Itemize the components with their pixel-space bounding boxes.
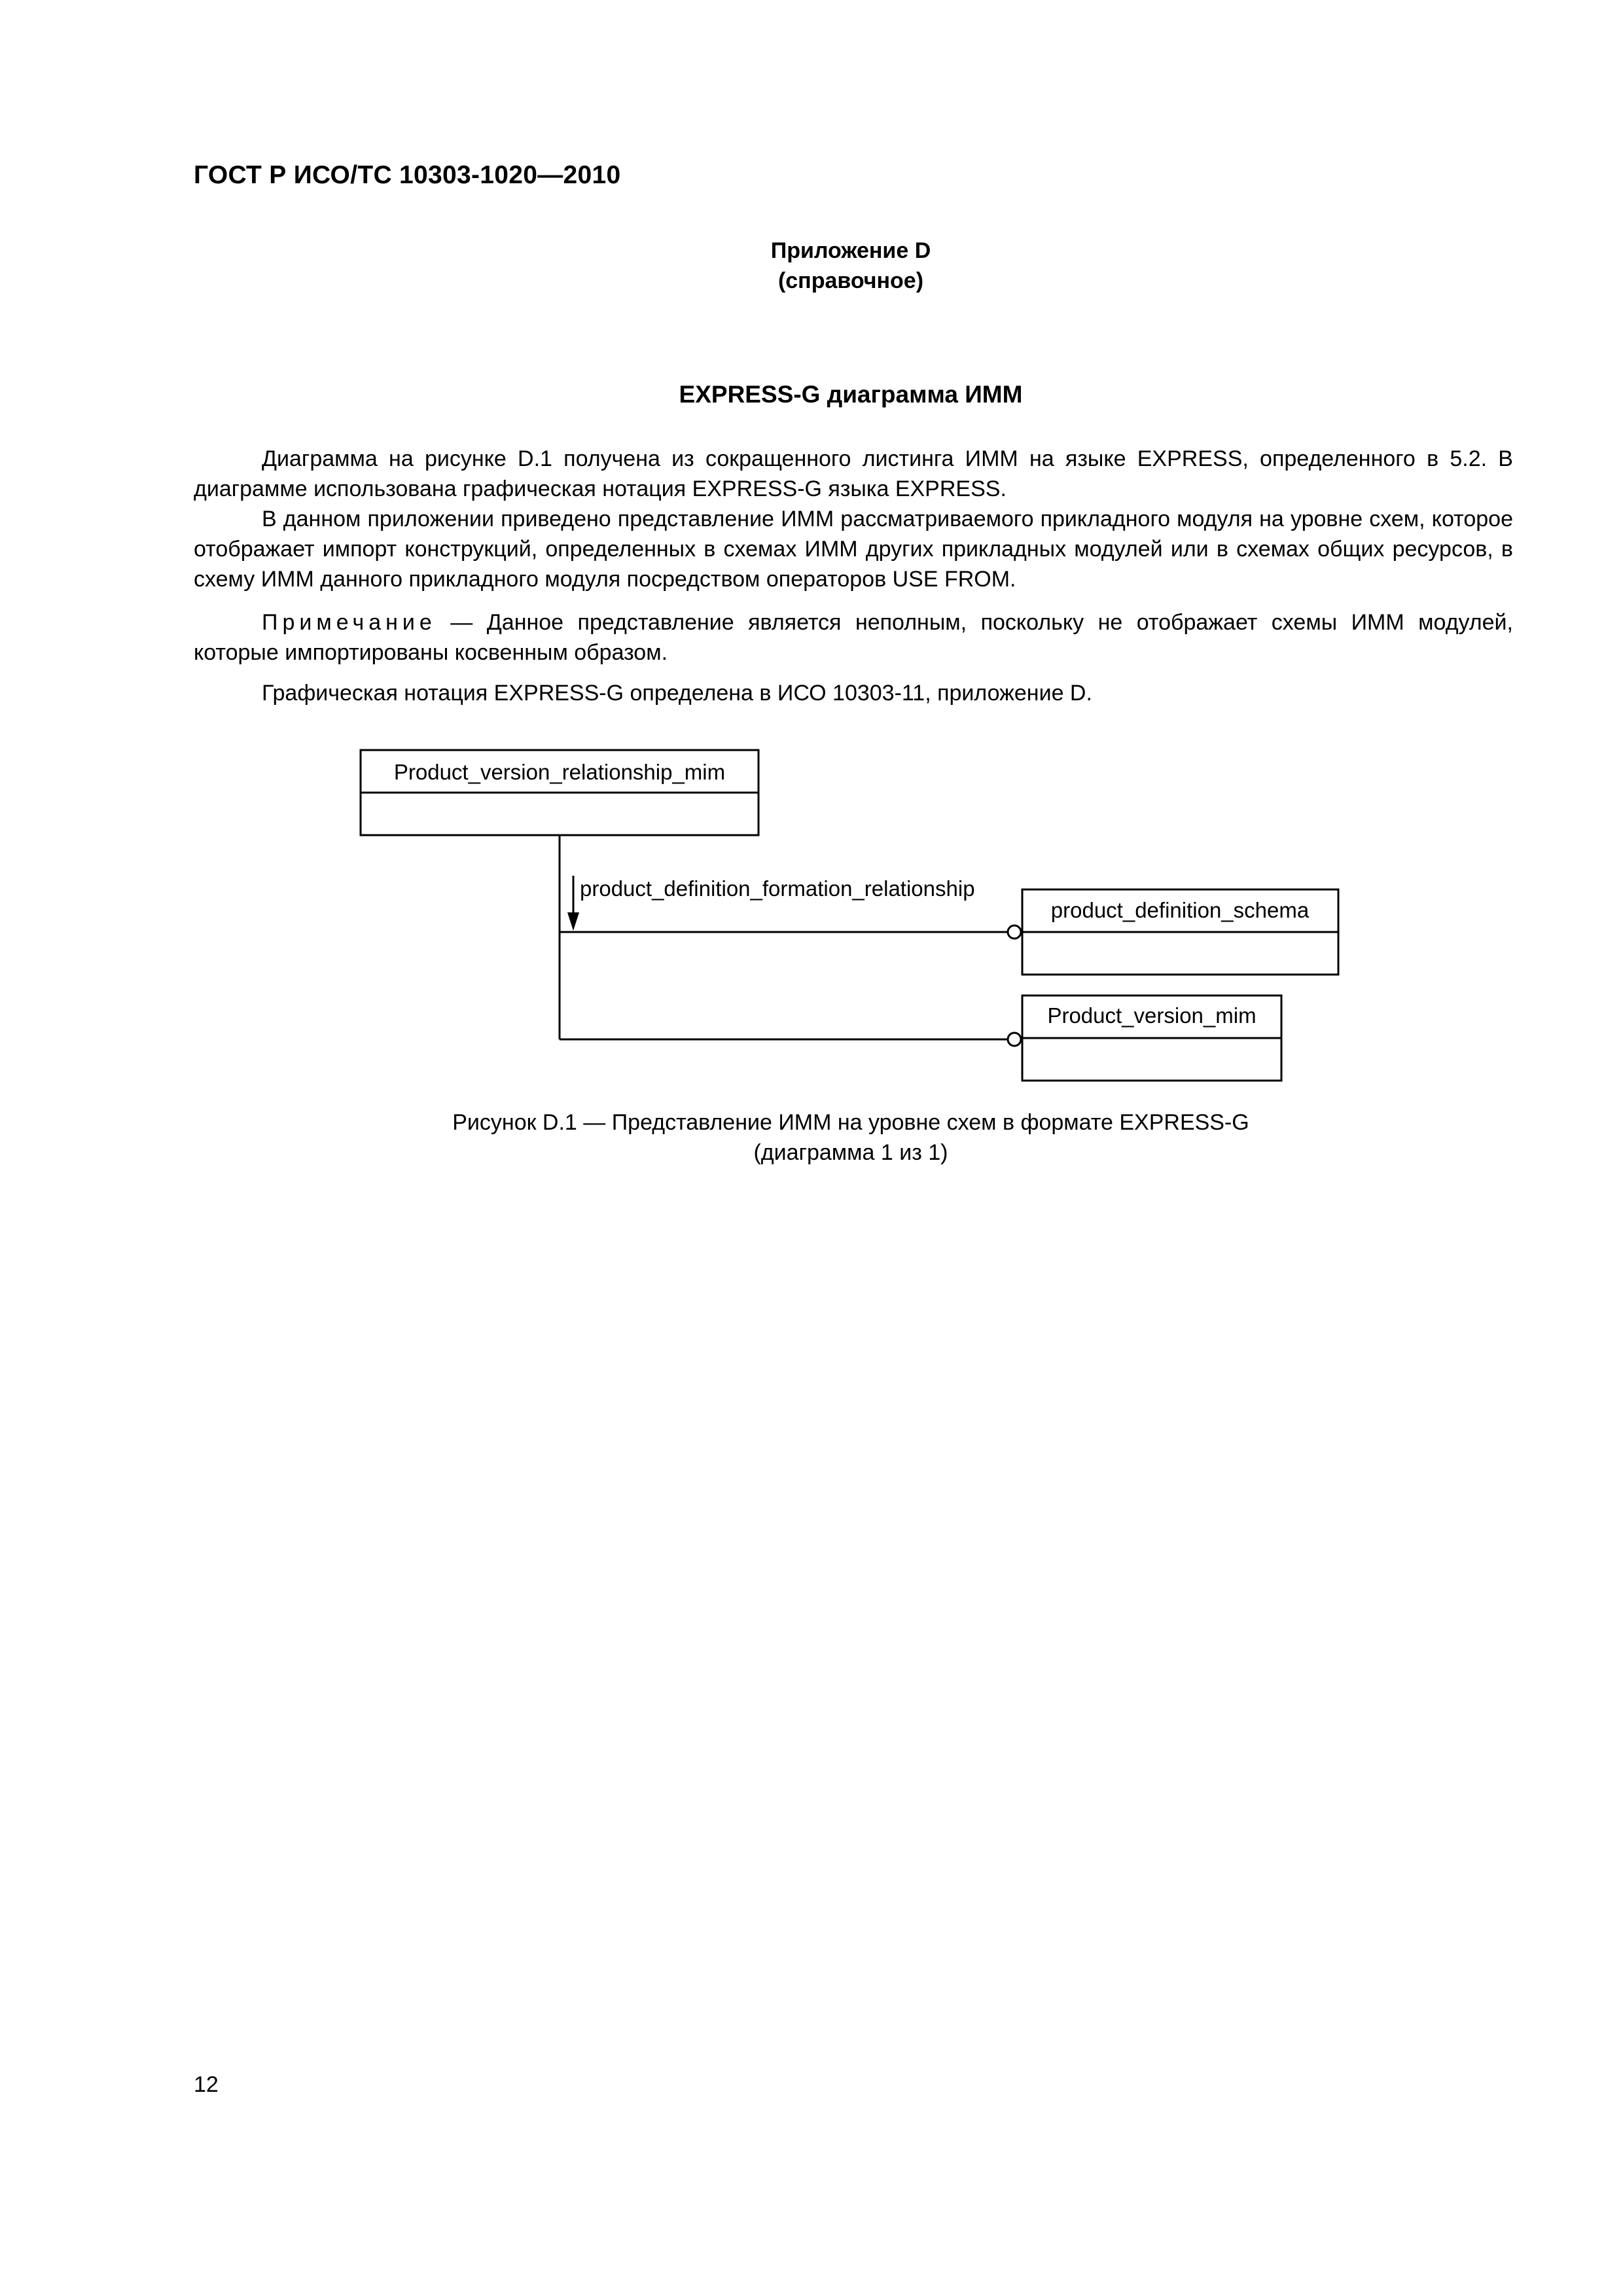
page-number: 12 xyxy=(194,2072,219,2097)
connector-circle-icon-2 xyxy=(1008,1033,1021,1046)
annex-title: Приложение D xyxy=(770,238,931,263)
note-label: Примечание xyxy=(262,610,437,635)
relation-label: product_definition_formation_relationship xyxy=(580,876,975,901)
schema-1-label: product_definition_schema xyxy=(1050,898,1310,922)
figure-caption-line-1: Рисунок D.1 — Представление ИММ на уровне схем в формате EXPRESS-G xyxy=(452,1110,1249,1135)
section-title-text: EXPRESS-G диаграмма ИММ xyxy=(679,381,1023,408)
main-schema-label: Product_version_relationship_mim xyxy=(393,760,726,784)
figure-caption-line-2: (диаграмма 1 из 1) xyxy=(753,1140,948,1165)
annex-status: (справочное) xyxy=(777,268,924,293)
schema-2-label: Product_version_mim xyxy=(1047,1003,1257,1028)
document-code: ГОСТ Р ИСО/ТС 10303-1020—2010 xyxy=(194,161,621,189)
figure-caption xyxy=(0,1107,1623,1168)
connector-circle-icon-1 xyxy=(1008,925,1021,939)
relation-arrow-icon xyxy=(567,912,579,931)
paragraph-2: В данном приложении приведено представление ИММ рассматриваемого прикладного модуля на уровне схем, которое отображает импорт конструкций, определенных в схемах ИММ других прикладных модулей или в схемах общих ресурсов, в схему ИММ данного прикладного модуля посредством операторов USE FROM. xyxy=(194,507,1513,592)
note-text: — Данное представление является неполным, поскольку не отображает схемы ИММ модулей, которые импортированы косвенным образом. xyxy=(194,610,1513,665)
paragraph-1: Диаграмма на рисунке D.1 получена из сокращенного листинга ИММ на языке EXPRESS, определенного в 5.2. В диаграмме использована графическая нотация EXPRESS-G языка EXPRESS. xyxy=(194,446,1513,501)
paragraph-3: Графическая нотация EXPRESS-G определена в ИСО 10303-11, приложение D. xyxy=(262,681,1092,706)
